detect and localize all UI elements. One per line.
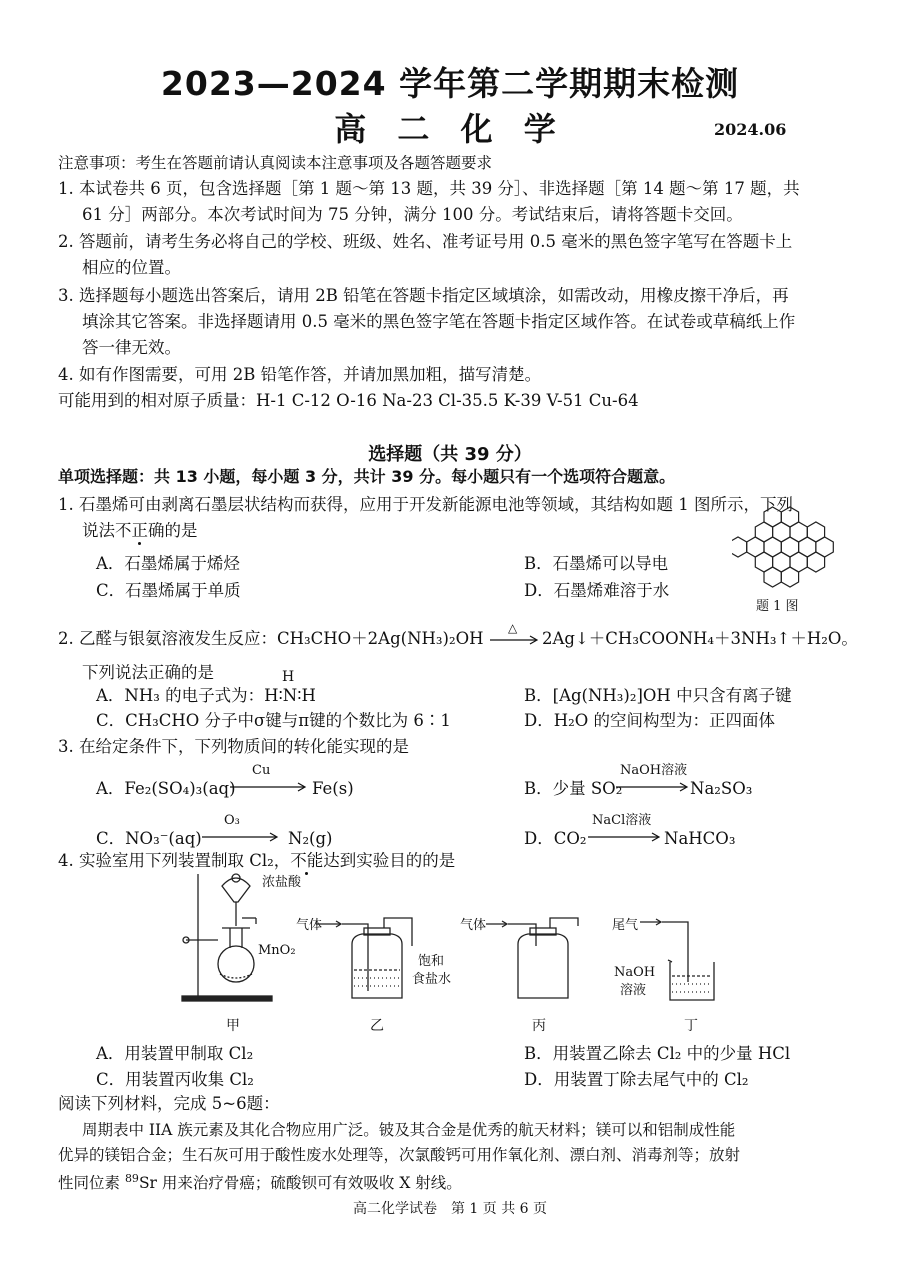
- q2-arrow-condition: △: [508, 621, 518, 635]
- q3-b-arrow: [614, 780, 690, 794]
- note-line: 1. 本试卷共 6 页，包含选择题［第 1 题～第 13 题，共 39 分］、非选择题［第 14 题～第 17 题，共: [58, 179, 800, 198]
- note-line: 相应的位置。: [82, 258, 181, 277]
- graphene-figure: [732, 505, 842, 595]
- reading-line: 性同位素 $^{89}$Sr 用来治疗骨癌；硫酸钡可有效吸收 X 射线。: [58, 1172, 462, 1193]
- q2-option-c: C．CH₃CHO 分子中σ键与π键的个数比为 6∶1: [96, 711, 451, 730]
- q3-stem: 3. 在给定条件下，下列物质间的转化能实现的是: [58, 737, 409, 756]
- label-gas-2: 气体: [460, 918, 487, 933]
- q3-d-right: NaHCO₃: [664, 829, 736, 848]
- apparatus-jia: [182, 874, 272, 1001]
- q3-c-arrow: [200, 830, 280, 844]
- hexagon-cell: [781, 567, 798, 587]
- section-instructions: 单项选择题：共 13 小题，每小题 3 分，共计 39 分。每小题只有一个选项符合题意。: [58, 467, 676, 486]
- note-line: 2. 答题前，请考生务必将自己的学校、班级、姓名、准考证号用 0.5 毫米的黑色签字笔写在答题卡上: [58, 232, 793, 251]
- atomic-masses: 可能用到的相对原子质量：H-1 C-12 O-16 Na-23 Cl-35.5 K-39 V-51 Cu-64: [58, 391, 639, 410]
- q4-option-b: B．用装置乙除去 Cl₂ 中的少量 HCl: [524, 1044, 791, 1063]
- q3-c-left: C．NO₃⁻(aq): [96, 829, 202, 848]
- q1-option-c: C．石墨烯属于单质: [96, 581, 241, 600]
- hexagon-cell: [732, 537, 747, 557]
- q3-b-cond: NaOH溶液: [620, 763, 688, 778]
- q3-c-right: N₂(g): [288, 829, 333, 848]
- q3-c-cond: O₃: [224, 813, 240, 828]
- label-yi: 乙: [370, 1018, 384, 1034]
- label-naoh-2: 溶液: [620, 983, 647, 998]
- label-brine-1: 饱和: [418, 954, 445, 969]
- q1-option-b: B．石墨烯可以导电: [524, 554, 669, 573]
- q3-b-left: B．少量 SO₂: [524, 779, 623, 798]
- note-line: 61 分］两部分。本次考试时间为 75 分钟，满分 100 分。考试结束后，请将答题卡交回。: [82, 205, 743, 224]
- q4-option-d: D．用装置丁除去尾气中的 Cl₂: [524, 1070, 749, 1089]
- figure1-caption: 题 1 图: [756, 599, 799, 614]
- q3-a-right: Fe(s): [312, 779, 354, 798]
- note-line: 4. 如有作图需要，可用 2B 铅笔作答，并请加黑加粗，描写清楚。: [58, 365, 542, 384]
- q4-stem: 4. 实验室用下列装置制取 Cl₂，不能达到实验目的的是: [58, 851, 456, 870]
- q2-stem: 2. 乙醛与银氨溶液发生反应：CH₃CHO＋2Ag(NH₃)₂OH: [58, 629, 484, 648]
- exam-subject: 高 二 化 学: [334, 110, 566, 148]
- reading-line: 优异的镁铝合金；生石灰可用于酸性废水处理等，次氯酸钙可用作氧化剂、漂白剂、消毒剂等；放射: [58, 1146, 741, 1164]
- note-line: 填涂其它答案。非选择题请用 0.5 毫米的黑色签字笔在答题卡指定区域作答。在试卷或草稿纸上作: [82, 312, 796, 331]
- q3-d-left: D．CO₂: [524, 829, 587, 848]
- q3-b-right: Na₂SO₃: [690, 779, 753, 798]
- q3-d-arrow: [586, 830, 662, 844]
- q4-option-c: C．用装置丙收集 Cl₂: [96, 1070, 254, 1089]
- notes-heading: 注意事项：考生在答题前请认真阅读本注意事项及各题答题要求: [58, 154, 493, 172]
- q1-stem: 1. 石墨烯可由剥离石墨层状结构而获得，应用于开发新能源电池等领域，其结构如题 1 图所示，下列: [58, 495, 793, 514]
- label-bing: 丙: [532, 1018, 546, 1034]
- q4-option-a: A．用装置甲制取 Cl₂: [96, 1044, 254, 1063]
- q3-a-left: A．Fe₂(SO₄)₃(aq): [96, 779, 236, 798]
- q2-electron-top: H: [282, 669, 295, 685]
- label-gas-1: 气体: [296, 918, 323, 933]
- q3-a-arrow: [228, 780, 308, 794]
- exam-title: 2023—2024 学年第二学期期末检测: [160, 64, 740, 103]
- label-tail-gas: 尾气: [612, 918, 639, 933]
- hexagon-cell: [764, 567, 781, 587]
- q3-d-cond: NaCl溶液: [592, 813, 652, 828]
- label-ding: 丁: [684, 1018, 698, 1034]
- label-brine-2: 食盐水: [412, 972, 452, 987]
- reading-line: 周期表中 IIA 族元素及其化合物应用广泛。铍及其合金是优秀的航天材料；镁可以和铝制成性能: [82, 1121, 736, 1139]
- q1-option-d: D．石墨烯难溶于水: [524, 581, 670, 600]
- section-title: 选择题（共 39 分）: [368, 444, 532, 465]
- q2-reaction-right: 2Ag↓＋CH₃COONH₄＋3NH₃↑＋H₂O。: [542, 629, 858, 648]
- label-mno2: MnO₂: [258, 943, 296, 958]
- apparatus-yi: [316, 918, 412, 998]
- label-jia: 甲: [226, 1018, 240, 1034]
- note-line: 答一律无效。: [82, 338, 181, 357]
- q2-sub-stem: 下列说法正确的是: [82, 663, 214, 682]
- hexagon-cell: [807, 552, 824, 572]
- apparatus-ding: [640, 919, 714, 1000]
- q3-a-cond: Cu: [252, 763, 271, 778]
- page-footer: 高二化学试卷 第 1 页 共 6 页: [352, 1201, 548, 1217]
- note-line: 3. 选择题每小题选出答案后，请用 2B 铅笔在答题卡指定区域填涂，如需改动，用橡皮擦干净后，再: [58, 286, 789, 305]
- q2-option-d: D．H₂O 的空间构型为：正四面体: [524, 711, 776, 730]
- label-naoh-1: NaOH: [614, 965, 656, 980]
- q2-option-b: B．[Ag(NH₃)₂]OH 中只含有离子键: [524, 686, 792, 705]
- q1-stem-2: 说法不正确的是: [82, 521, 198, 540]
- apparatus-bing: [486, 918, 578, 998]
- q1-option-a: A．石墨烯属于烯烃: [96, 554, 240, 573]
- q1-emphasis: 不正确: [115, 521, 165, 540]
- reading-intro: 阅读下列材料，完成 5~6题：: [58, 1094, 280, 1113]
- q4-emphasis: 不能: [290, 851, 324, 870]
- exam-date: 2024.06: [714, 120, 787, 139]
- label-hcl: 浓盐酸: [262, 875, 302, 890]
- q2-option-a: A．NH₃ 的电子式为：H∶N∶H: [96, 686, 316, 705]
